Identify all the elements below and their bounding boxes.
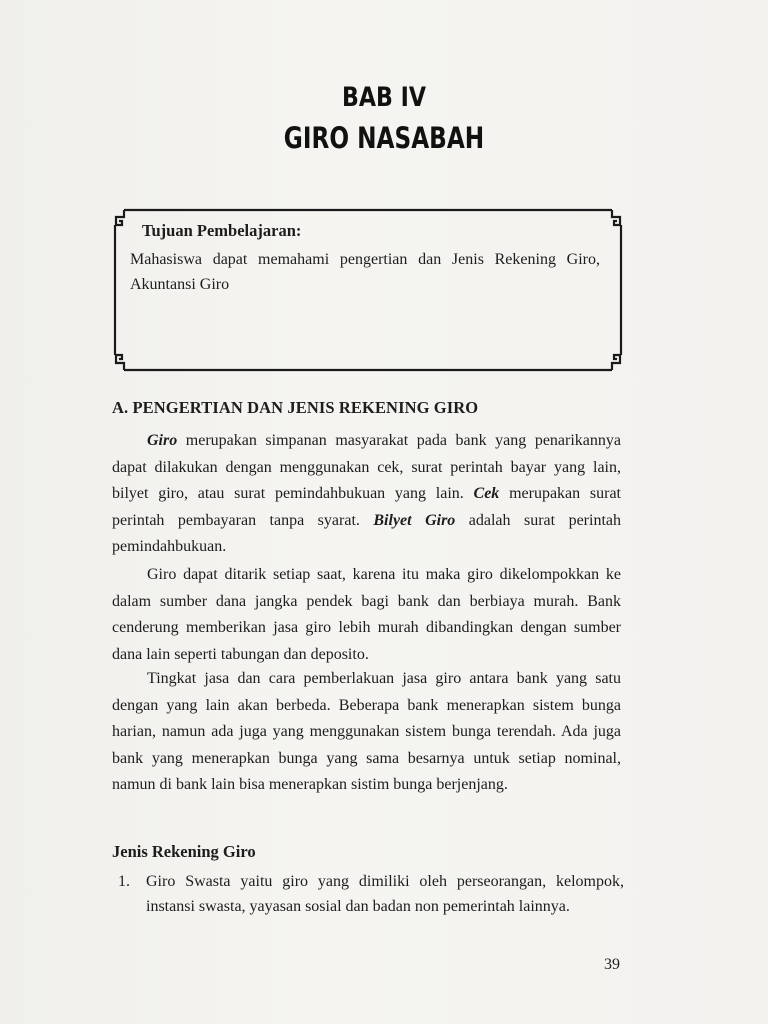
paragraph-text: merupakan simpanan masyarakat pada bank yang penarikannya dapat dilakukan dengan menggunakan cek, surat perintah bayar yang lain, bilyet giro, atau surat pemindahbukuan yang lain. <box>112 432 621 502</box>
term-giro: Giro <box>147 432 178 449</box>
paragraph-interest: Tingkat jasa dan cara pemberlakuan jasa giro antara bank yang satu dengan yang lain akan berbeda. Beberapa bank menerapkan sistem bunga harian, namun ada juga yang menggunakan sistem bunga terendah. Ada juga bank yang menerapkan bunga yang sama besarnya untuk setiap nominal, namun di bank lain bisa menerapkan sistim bunga berjenjang. <box>112 670 621 793</box>
section-heading: A. PENGERTIAN DAN JENIS REKENING GIRO <box>112 398 479 417</box>
learning-objective-box <box>112 207 624 373</box>
list-item-text: Giro Swasta yaitu giro yang dimiliki oleh perseorangan, kelompok, instansi swasta, yayasan sosial dan badan non pemerintah lainnya. <box>146 873 624 915</box>
paragraph-text: adalah surat perintah pemindahbukuan. <box>112 511 622 555</box>
paragraph-definition <box>112 428 621 561</box>
objective-text: Mahasiswa dapat memahami pengertian dan Jenis Rekening Giro, Akuntansi Giro <box>130 251 600 293</box>
list-item-number: 1. <box>118 873 130 890</box>
chapter-number: BAB IV <box>342 82 426 113</box>
term-cek: Cek <box>473 485 500 502</box>
paragraph-withdrawal: Giro dapat ditarik setiap saat, karena itu maka giro dikelompokkan ke dalam sumber dana jangka pendek bagi bank dan berbiaya murah. Bank cenderung memberikan jasa giro lebih murah dibandingkan dengan sumber dana lain seperti tabungan dan deposito. <box>112 566 621 663</box>
paragraph-text: merupakan surat perintah pembayaran tanpa syarat. <box>112 485 621 529</box>
types-heading: Jenis Rekening Giro <box>112 842 256 861</box>
page-number: 39 <box>604 956 620 973</box>
term-bilyet-giro: Bilyet Giro <box>373 511 456 529</box>
chapter-title: GIRO NASABAH <box>283 121 485 155</box>
objective-heading: Tujuan Pembelajaran: <box>142 221 302 240</box>
